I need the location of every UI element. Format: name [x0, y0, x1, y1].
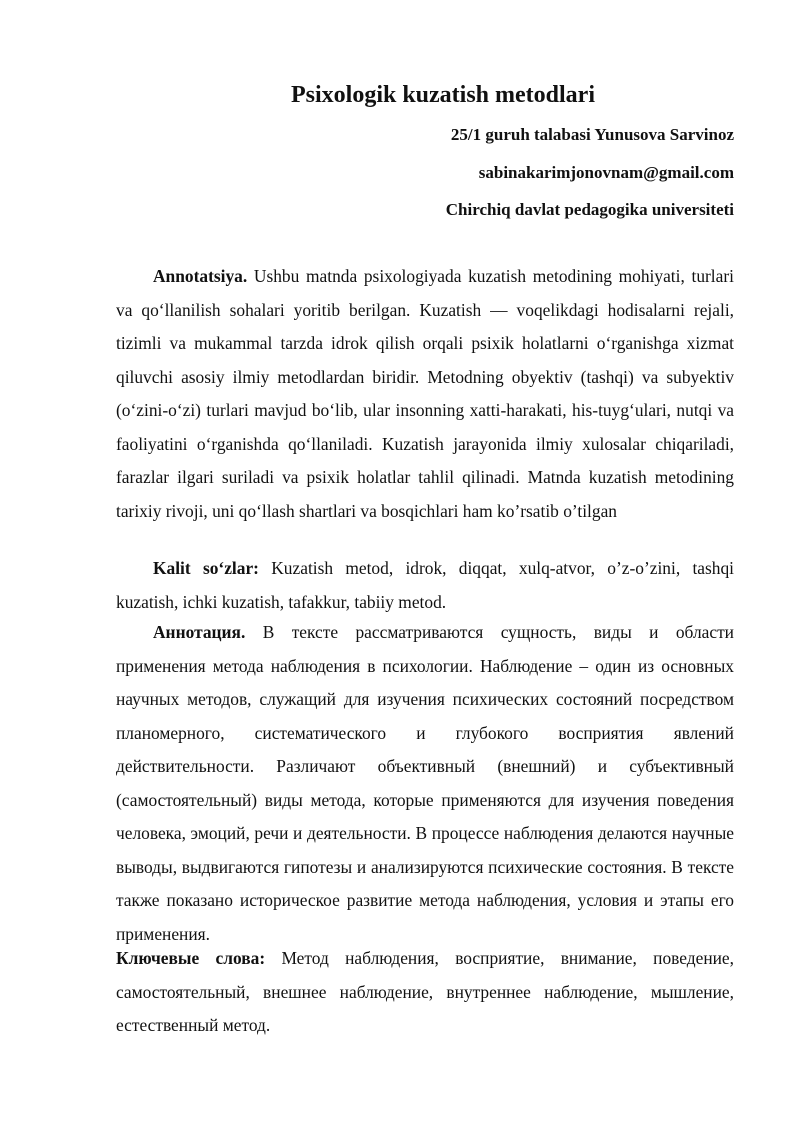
annotation-uz-paragraph [116, 260, 734, 528]
annotation-ru-label: Аннотация. [153, 622, 246, 642]
keywords-ru-label: Ключевые слова: [116, 948, 266, 968]
keywords-uz-paragraph [116, 552, 734, 619]
author-affiliation: Chirchiq davlat pedagogika universiteti [445, 200, 734, 219]
keywords-uz-text: Kuzatish metod, idrok, diqqat, xulq-atvor, o’z-o’zini, tashqi kuzatish, ichki kuzatish, tafakkur, tabiiy metod. [116, 558, 734, 612]
keywords-uz-label: Kalit so‘zlar: [153, 558, 259, 578]
annotation-uz-label: Annotatsiya. [153, 266, 248, 286]
paper-title: Psixologik kuzatish metodlari [290, 82, 596, 108]
annotation-ru-text: В тексте рассматриваются сущность, виды и области применения метода наблюдения в психологии. Наблюдение – один из основных научных методов, служащий для изучения психических состояний посредством планомерного, систематического и глубокого восприятия явлений действительности. Различают объективный (внешний) и субъективный (самостоятельный) виды метода, которые применяются для изучения поведения человека, эмоций, речи и деятельности. В процессе наблюдения делаются научные выводы, выдвигаются гипотезы и анализируются психические состояния. В тексте также показано историческое развитие метода наблюдения, условия и этапы его применения. [116, 622, 734, 944]
keywords-ru-paragraph [116, 942, 734, 1043]
annotation-ru-paragraph [116, 616, 734, 951]
keywords-ru-text: Метод наблюдения, восприятие, внимание, поведение, самостоятельный, внешнее наблюдение, внутреннее наблюдение, мышление, естественный метод. [116, 948, 734, 1035]
annotation-uz-text: Ushbu matnda psixologiyada kuzatish metodining mohiyati, turlari va qo‘llanilish sohalari yoritib berilgan. Kuzatish — voqelikdagi hodisalarni rejali, tizimli va mukammal tarzda idrok qilish orqali psixik holatlarni o‘rganishga xizmat qiluvchi asosiy ilmiy metodlardan biridir. Metodning obyektiv (tashqi) va subyektiv (o‘zini-o‘zi) turlari mavjud bo‘lib, ular insonning xatti-harakati, his-tuyg‘ulari, nutqi va faoliyatini o‘rganishda qo‘llaniladi. Kuzatish jarayonida ilmiy xulosalar chiqariladi, farazlar ilgari suriladi va psixik holatlar tahlil qilinadi. Matnda kuzatish metodining tarixiy rivoji, uni qo‘llash shartlari va bosqichlari ham ko’rsatib o’tilgan [116, 266, 734, 521]
author-email: sabinakarimjonovnam@gmail.com [478, 163, 734, 182]
author-line: 25/1 guruh talabasi Yunusova Sarvinoz [450, 125, 734, 144]
